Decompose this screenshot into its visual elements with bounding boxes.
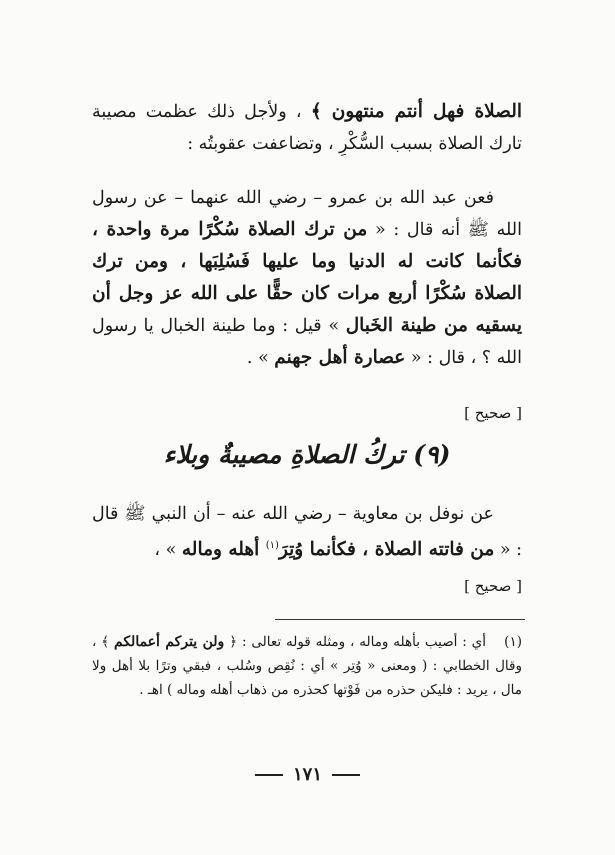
hadith2-text-bold-2: أهله وماله [181, 538, 266, 560]
footnote-text-2: ﴾ ، وقال الخطابي : ( ومعنى « وُتِر » أي : نُقِص وسُلب ، فبقي وترًا بلا أهل ولا مال ، يريد : فليكن حذره من فَوْتها كحذره من ذهاب أهله وماله ) اهـ . [92, 634, 522, 698]
page-number-dash-left [255, 774, 283, 776]
footnote-quran-bold: ولن يتركم أعمالكم [114, 634, 225, 650]
page-number [0, 764, 615, 785]
paragraph-3 [92, 498, 522, 566]
section-heading: (٩) تركُ الصلاةِ مصيبةٌ وبلاء [163, 440, 451, 469]
hadith-close: » . [246, 348, 275, 368]
footnote-divider [275, 619, 525, 620]
footnote-ref: (١) [265, 540, 279, 551]
hadith-text-bold: من ترك الصلاة سُكْرًا مرة واحدة ، فكأنما كانت له الدنيا وما عليها فَسُلِبَها ، ومن ترك الصلاة سُكْرًا أربع مرات كان حقًّا على الله عز وجل أن يسقيه من طينة الخَبال [92, 219, 522, 336]
footnote-number: (١) [504, 634, 522, 650]
paragraph-1-text: ، ولأجل ذلك عظمت مصيبة تارك الصلاة بسبب السُّكْرِ ، وتضاعفت عقوبتُه : [92, 102, 522, 154]
paragraph-1 [92, 96, 522, 160]
grade-label-2: [ صحيح ] [464, 577, 522, 595]
grade-label-1: [ صحيح ] [464, 404, 522, 422]
footnote-text-1: أي : أصيب بأهله وماله ، ومثله قوله تعالى : ﴿ [224, 634, 486, 650]
hadith-answer-bold: عصارة أهل جهنم [274, 347, 406, 368]
hadith2-text-bold: من فاتته الصلاة ، فكأنما وُتِرَ [278, 538, 495, 560]
page-number-value: ١٧١ [292, 764, 322, 785]
hadith2-close: » ، [154, 539, 182, 560]
footnote [92, 630, 522, 702]
hadith-question: » قيل : وما طينة الخبال يا رسول الله ؟ ، قال : « [92, 316, 522, 368]
paragraph-2 [92, 182, 522, 374]
hadith2-intro: عن نوفل بن معاوية – رضي الله عنه – أن النبي ﷺ قال : « [92, 504, 522, 560]
quran-quote-end: الصلاة فهل أنتم منتهون ﴾ [310, 101, 522, 122]
page-number-dash-right [332, 774, 360, 776]
hadith-intro: فعن عبد الله بن عمرو – رضي الله عنهما – عن رسول الله ﷺ أنه قال : « [92, 188, 522, 240]
